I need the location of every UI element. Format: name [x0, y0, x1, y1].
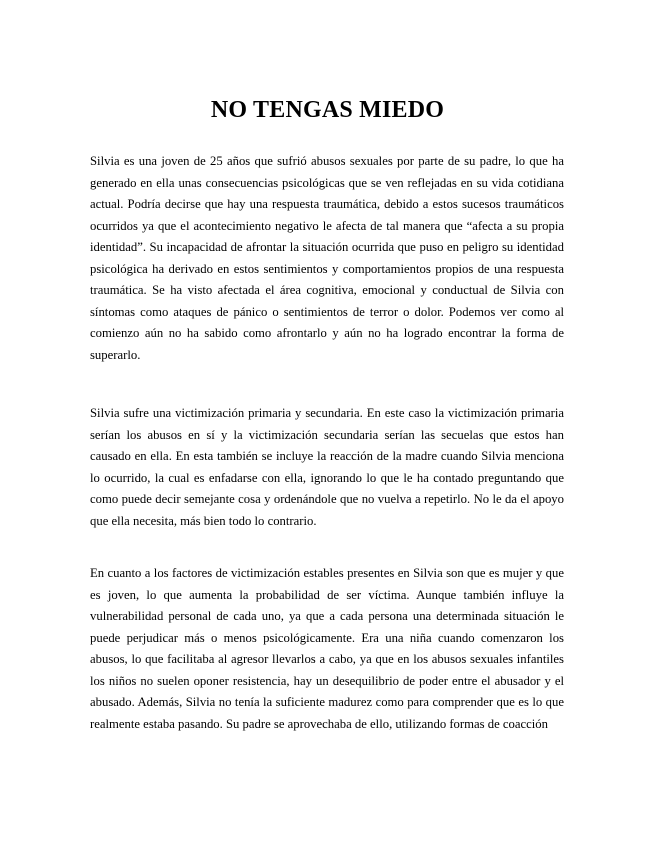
- paragraph-2: Silvia sufre una victimización primaria y secundaria. En este caso la victimización primaria serían los abusos en sí y la victimización secundaria serían las secuelas que estos han causado en ella. En esta también se incluye la reacción de la madre cuando Silvia menciona lo ocurrido, la cual es enfadarse con ella, ignorando lo que le ha contado preguntando que como puede decir semejante cosa y ordenándole que no vuelva a repetirlo. No le da el apoyo que ella necesita, más bien todo lo contrario.: [90, 406, 564, 528]
- paragraph-3: En cuanto a los factores de victimización estables presentes en Silvia son que es mujer y que es joven, lo que aumenta la probabilidad de ser víctima. Aunque también influye la vulnerabilidad personal de cada uno, ya que a cada persona una determinada situación le puede perjudicar más o menos psicológicamente. Era una niña cuando comenzaron los abusos, lo que facilitaba al agresor llevarlos a cabo, ya que en los abusos sexuales infantiles los niños no suelen oponer resistencia, hay un desequilibrio de poder entre el abusador y el abusado. Además, Silvia no tenía la suficiente madurez como para comprender que es lo que realmente estaba pasando. Su padre se aprovechaba de ello, utilizando formas de coacción: [90, 566, 564, 731]
- document-title: NO TENGAS MIEDO: [210, 97, 445, 123]
- paragraph-1: Silvia es una joven de 25 años que sufrió abusos sexuales por parte de su padre, lo que ha generado en ella unas consecuencias psicológicas que se ven reflejadas en su vida cotidiana actual. Podría decirse que hay una respuesta traumática, debido a estos sucesos traumáticos ocurridos ya que el acontecimiento negativo le afecta de tal manera que “afecta a su propia identidad”. Su incapacidad de afrontar la situación ocurrida que puso en peligro su identidad psicológica ha derivado en estos sentimientos y comportamientos propios de una respuesta traumática. Se ha visto afectada el área cognitiva, emocional y conductual de Silvia con síntomas como ataques de pánico o sentimientos de terror o dolor. Podemos ver como al comienzo aún no ha sabido como afrontarlo y aún no ha logrado encontrar la forma de superarlo.: [90, 154, 564, 362]
